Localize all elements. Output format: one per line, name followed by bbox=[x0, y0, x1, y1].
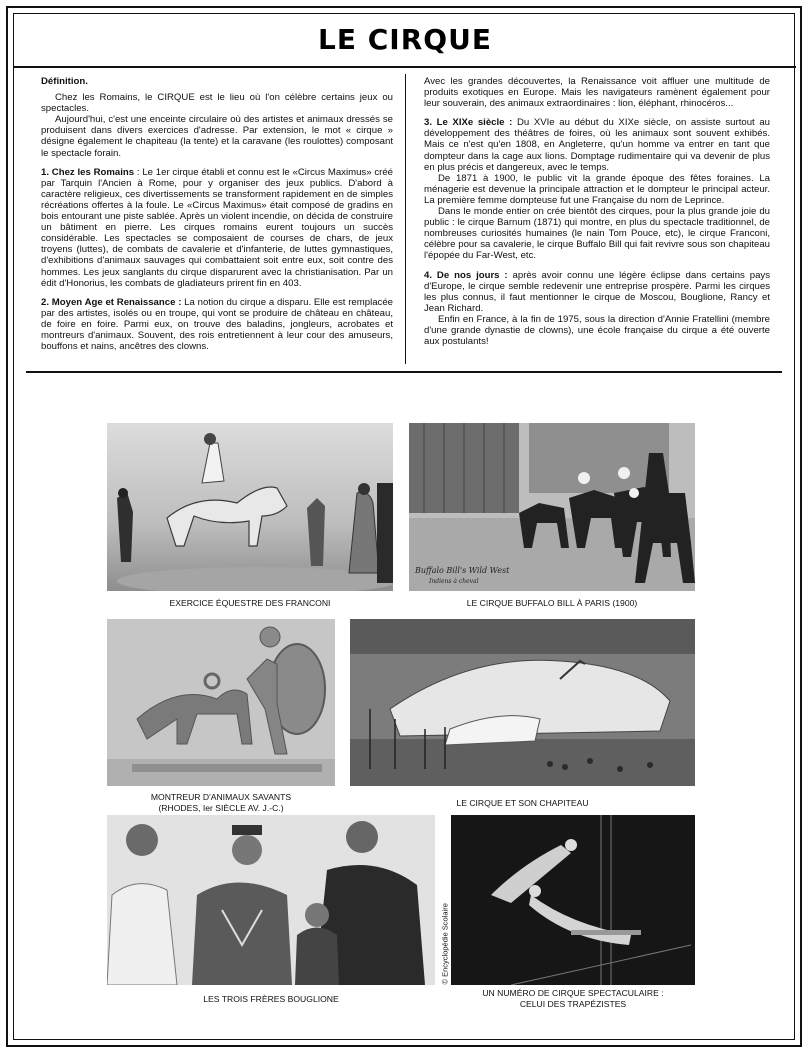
title-rule bbox=[14, 66, 796, 68]
section-xix-paragraph-3: Dans le monde entier on crée bientôt des cirques, pour la plus grande joie du public : le cirque Barnum (1871) qui montre, en plus du spectacle traditionnel, de nombreuses curiosités humaines (le nain Tom Pouce, etc), le cirque Franconi, célèbre pour sa cavalerie, le cirque Buffalo Bill qui fait revivre sous son chapiteau l'épopée du Far-West, etc. bbox=[424, 206, 770, 262]
column-divider bbox=[405, 74, 406, 364]
section-romains-text: : Le 1er cirque établi et connu est le «Circus Maximus» créé par Tarquin l'Ancien à Rome, pour y organiser des jeux publics. D'abord à caractère religieux, ces divertissements se transforment rapidement en de simples récréations offertes à la foule. Le «Circus Maximus» était composé de gradins en bois entourant une piste sablée. Après un violent incendie, on décida de construire un bâtiment en pierre. Les cirques romains eurent toujours un succès considérable. Les spectacles se composaient de courses de chars, de jeux troyens (luttes), de combats de cavalerie et d'infanterie, de luttes gymnastiques, d'exhibitions d'animaux sauvages qui combattaient soit entre eux, soit contre des hommes. Les jeux sanglants du cirque disparurent avec la christianisation. Par un édit d'Honorius, les combats de gladiateurs prirent fin en 403. bbox=[41, 166, 393, 289]
section-xix bbox=[424, 117, 770, 172]
caption-bouglione: LES TROIS FRÈRES BOUGLIONE bbox=[203, 994, 339, 1004]
caption-rhodes-line-2: (RHODES, Ier SIÈCLE AV. J.-C.) bbox=[158, 802, 284, 813]
photo-credit bbox=[440, 895, 450, 985]
renaissance-paragraph: Avec les grandes découvertes, la Renaissance voit affluer une multitude de produits exotiques en Europe. Mais les navigateurs ramènent également pour leur souverain, des animaux extraordinaires : lion, éléphant, rhinocéros... bbox=[424, 76, 770, 110]
caption-franconi: EXERCICE ÉQUESTRE DES FRANCONI bbox=[169, 598, 331, 608]
section-xix-heading: 3. Le XIXe siècle : bbox=[424, 117, 513, 129]
caption-buffalo-bill: LE CIRQUE BUFFALO BILL À PARIS (1900) bbox=[466, 598, 638, 608]
photo-franconi-equestrian bbox=[107, 423, 393, 591]
section-nos-jours-text: après avoir connu une légère éclipse dans certains pays d'Europe, le cirque semble redevenir une entreprise prospère. Parmi les cirques les plus connus, il faut mentionner le cirque de Moscou, Bouglione, Rancy et Jean Richard. bbox=[424, 269, 771, 314]
section-romains-heading: 1. Chez les Romains bbox=[41, 166, 135, 178]
section-nos-jours-heading: 4. De nos jours : bbox=[424, 269, 508, 281]
caption-rhodes bbox=[107, 792, 335, 813]
right-column bbox=[424, 76, 770, 347]
photo-bouglione-brothers bbox=[107, 815, 435, 985]
photo-trapezistes bbox=[451, 815, 695, 985]
definition-paragraph-1: Chez les Romains, le CIRQUE est le lieu où l'on célèbre certains jeux ou spectacles. bbox=[41, 92, 393, 115]
photo-buffalo-bill-paris bbox=[409, 423, 695, 591]
caption-trapezistes-line-2: CELUI DES TRAPÉZISTES bbox=[519, 998, 627, 1009]
buffalo-bill-inscription-2: Indiens à cheval bbox=[429, 578, 479, 585]
text-bottom-rule bbox=[26, 371, 782, 373]
section-xix-text: Du XVIe au début du XIXe siècle, on assiste surtout au développement des théâtres de foires, où les animaux sont souvent exhibés. Mais ce n'est qu'en 1808, en Angleterre, qu'un homme va entrer en tant que dompteur dans la cage aux lions. Domptage rudimentaire qui va devenir de plus en plus précis et dangereux, avec le temps. bbox=[424, 117, 770, 173]
caption-rhodes-line-1: MONTREUR D'ANIMAUX SAVANTS bbox=[150, 792, 292, 802]
buffalo-bill-inscription: Buffalo Bill's Wild West bbox=[415, 566, 510, 575]
section-moyen-age bbox=[41, 297, 393, 352]
section-xix-paragraph-2: De 1871 à 1900, le public vit la grande époque des fêtes foraines. La ménagerie est devenue la principale attraction et le dompteur le principal acteur. La première femme dompteuse fut une Française du nom de Leprince. bbox=[424, 172, 770, 206]
photo-rhodes-sculpture bbox=[107, 619, 335, 786]
section-moyen-age-heading: 2. Moyen Age et Renaissance : bbox=[41, 296, 182, 308]
section-romains bbox=[41, 167, 393, 289]
section-nos-jours-paragraph-2: Enfin en France, à la fin de 1975, sous la direction d'Annie Fratellini (membre d'une grande dynastie de clowns), une école française du cirque a été ouverte aux postulants! bbox=[424, 313, 770, 348]
caption-trapezistes-line-1: UN NUMÉRO DE CIRQUE SPECTACULAIRE : bbox=[482, 988, 664, 998]
photo-chapiteau bbox=[350, 619, 695, 786]
page-title: LE CIRQUE bbox=[318, 23, 492, 56]
section-nos-jours bbox=[424, 270, 770, 314]
caption-chapiteau: LE CIRQUE ET SON CHAPITEAU bbox=[456, 798, 589, 808]
caption-trapezistes bbox=[451, 988, 695, 1009]
definition-paragraph-2: Aujourd'hui, c'est une enceinte circulaire où des artistes et animaux dressés se produisent dans divers exercices d'adresse. Par extension, le mot « cirque » désigne également le chapiteau (la tente) et la caravane (les roulottes) composant le spectacle forain. bbox=[41, 114, 393, 159]
section-moyen-age-text: La notion du cirque a disparu. Elle est remplacée par des artistes, isolés ou en troupe, qui vont se produire de château en château, de foire en foire. Parmi eux, on trouve des baladins, jongleurs, acrobates et montreurs d'animaux. Souvent, des rois entretiennent à leur cour des amuseurs, bouffons et nains, ancêtres des clowns. bbox=[41, 296, 394, 353]
photo-credit-text: © Encyclopédie Scolaire bbox=[440, 903, 450, 985]
left-column bbox=[41, 76, 393, 352]
definition-heading: Définition. bbox=[41, 76, 88, 87]
